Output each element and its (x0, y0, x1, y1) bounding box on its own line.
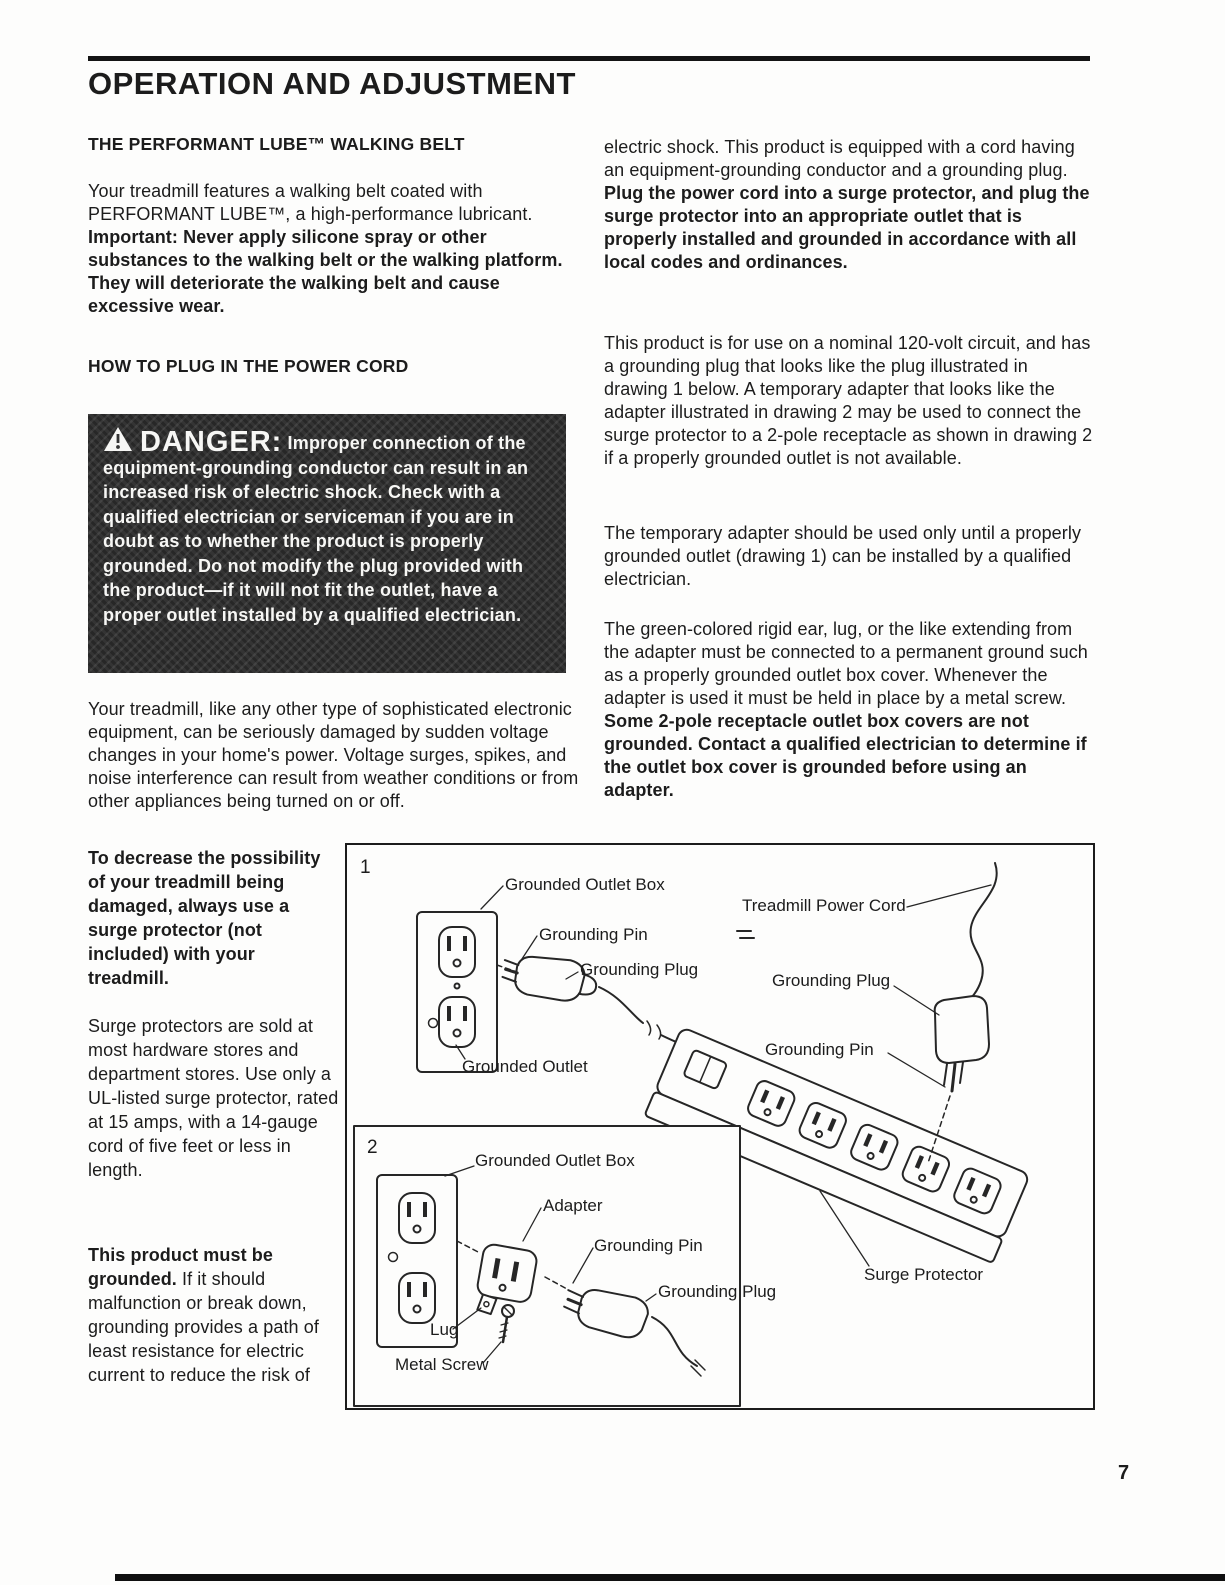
figure-label-grounded-outlet-box-2: Grounded Outlet Box (475, 1151, 635, 1170)
paragraph-voltage-surges: Your treadmill, like any other type of sophisticated electronic equipment, can be seriously damaged by sudden voltage changes in your home's power. Voltage surges, spikes, and noise interference can result from weather conditions or from other appliances being turned on or off. (88, 699, 579, 811)
paragraph-use-surge-protector: To decrease the possibility of your treadmill being damaged, always use a surge protector (not included) with your treadmill. (88, 848, 321, 988)
figure-label-adapter: Adapter (543, 1196, 603, 1215)
title-rule (88, 56, 1090, 61)
heading-plug-in-power-cord: HOW TO PLUG IN THE POWER CORD (88, 356, 409, 376)
paragraph-surge-protectors-sold: Surge protectors are sold at most hardware stores and department stores. Use only a UL-listed surge protector, rated at 15 amps, with a 14-gauge cord of five feet or less in length. (88, 1016, 339, 1180)
paragraph-text: Your treadmill features a walking belt coated with PERFORMANT LUBE™, a high-performance lubricant. (88, 181, 533, 224)
page-title: OPERATION AND ADJUSTMENT (88, 66, 576, 101)
figure-label-grounding-plug-1: Grounding Plug (580, 960, 699, 979)
danger-warning-box (88, 414, 566, 673)
paragraph-120-volt-circuit: This product is for use on a nominal 120-volt circuit, and has a grounding plug that looks like the plug illustrated in drawing 1 below. A temporary adapter that looks like the adapter illustrated in drawing 2 may be used to connect the surge protector to a 2-pole receptacle as shown in drawing 2 if a properly grounded outlet is not available. (604, 333, 1093, 468)
figure-label-grounded-outlet: Grounded Outlet (462, 1057, 588, 1076)
figure-label-grounding-plug-2: Grounding Plug (772, 971, 891, 990)
drawing-2-number: 2 (367, 1137, 378, 1158)
paragraph-text: The green-colored rigid ear, lug, or the like extending from the adapter must be connected to a permanent ground such as a properly grounded outlet box cover. Whenever the adapter is used it must be held in place by a metal screw. (604, 619, 1088, 708)
wiring-diagram-figure (345, 843, 1095, 1410)
scan-artifact-bar (115, 1574, 1225, 1581)
paragraph-grounding-conductor (604, 136, 1096, 274)
figure-label-lug: Lug (430, 1320, 459, 1339)
paragraph-bold-text: Some 2-pole receptacle outlet box covers are not grounded. Contact a qualified electrician to determine if the outlet box cover is grounded before using an adapter. (604, 711, 1087, 800)
danger-text: Improper connection of the equipment-grounding conductor can result in an increased risk of electric shock. Check with a qualified electrician or serviceman if you are in doubt as to whether the product is properly grounded. Do not modify the plug provided with the product—if it will not fit the outlet, have a proper outlet installed by a qualified electrician. (103, 433, 529, 625)
figure-label-metal-screw: Metal Screw (395, 1355, 489, 1374)
figure-label-grounding-plug-3: Grounding Plug (658, 1282, 777, 1301)
figure-label-grounding-pin-1: Grounding Pin (539, 925, 648, 944)
grounding-plug-drawing-2 (935, 996, 989, 1091)
paragraph-bold-text: This product must be grounded. (88, 1245, 274, 1289)
wiring-diagram (347, 845, 1093, 1408)
paragraph-text: electric shock. This product is equipped with a cord having an equipment-grounding conductor and a grounding plug. (604, 137, 1075, 180)
paragraph-bold-text: Important: Never apply silicone spray or other substances to the walking belt or the walking platform. They will deteriorate the walking belt and cause excessive wear. (88, 227, 563, 316)
figure-label-grounded-outlet-box-1: Grounded Outlet Box (505, 875, 665, 894)
figure-label-grounding-pin-3: Grounding Pin (594, 1236, 703, 1255)
paragraph-walking-belt (88, 180, 582, 318)
drawing-1-number: 1 (360, 857, 371, 878)
paragraph-temporary-adapter: The temporary adapter should be used only until a properly grounded outlet (drawing 1) can be installed by a qualified electrician. (604, 523, 1082, 589)
paragraph-must-be-grounded (88, 1243, 340, 1387)
outlet-box-drawing-1 (417, 912, 497, 1072)
heading-walking-belt: THE PERFORMANT LUBE™ WALKING BELT (88, 134, 465, 154)
surge-cord (599, 987, 643, 1023)
danger-label: DANGER: (140, 426, 283, 458)
page-number: 7 (1118, 1462, 1130, 1484)
paragraph-text: If it should malfunction or break down, grounding provides a path of least resistance for electric current to reduce the risk of (88, 1269, 319, 1385)
paragraph-bold-text: Plug the power cord into a surge protector, and plug the surge protector into an appropriate outlet that is properly installed and grounded in accordance with all local codes and ordinances. (604, 183, 1090, 272)
figure-label-treadmill-power-cord: Treadmill Power Cord (742, 896, 906, 915)
treadmill-power-cord-drawing (737, 863, 997, 1013)
figure-label-grounding-pin-2: Grounding Pin (765, 1040, 874, 1059)
paragraph-green-colored-ear (604, 618, 1096, 802)
warning-triangle-icon (103, 426, 133, 452)
figure-label-surge-protector: Surge Protector (864, 1265, 984, 1284)
